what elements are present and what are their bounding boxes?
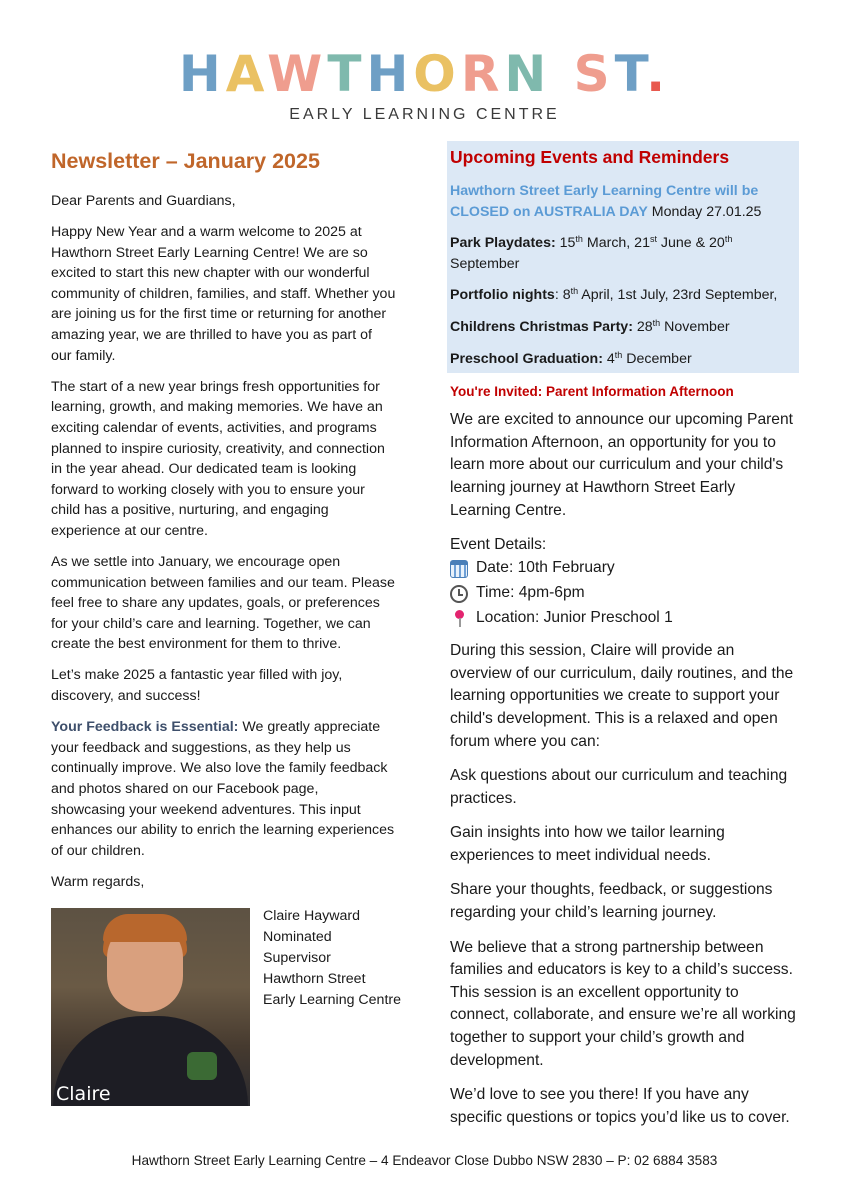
invite-title: You're Invited: Parent Information Afternoon [450, 384, 734, 400]
logo-letter: S [573, 45, 615, 103]
logo-letter: R [460, 45, 505, 103]
feedback-label: Your Feedback is Essential: [51, 719, 239, 736]
newsletter-column [51, 143, 402, 1106]
logo-subtitle: EARLY LEARNING CENTRE [289, 106, 560, 123]
photo-shirt-logo [187, 1052, 217, 1080]
signature-line: Supervisor [263, 950, 331, 966]
event-date: April, 1st July, 23rd September, [578, 287, 778, 304]
greeting: Dear Parents and Guardians, [51, 193, 236, 209]
logo-letter: H [366, 45, 414, 103]
logo-title [0, 44, 849, 104]
christmas-party [450, 317, 795, 338]
detail-time [450, 581, 799, 606]
preschool-graduation [450, 349, 795, 370]
portfolio-label: Portfolio nights [450, 287, 555, 304]
grad-label: Preschool Graduation: [450, 350, 603, 367]
park-playdates [450, 233, 795, 274]
logo-letter: W [267, 45, 328, 103]
closing: Warm regards, [51, 873, 145, 890]
calendar-icon [450, 560, 468, 578]
ordinal: th [570, 286, 579, 297]
forum-point: Ask questions about our curriculum and teaching practices. [450, 767, 788, 807]
forum-point: Gain insights into how we tailor learning experiences to meet individual needs. [450, 824, 725, 864]
portfolio-nights [450, 285, 795, 306]
park-label: Park Playdates: [450, 235, 556, 252]
closed-notice [450, 181, 795, 222]
signature-line: Hawthorn Street [263, 970, 366, 987]
closed-text: Hawthorn Street Early Learning Centre will be CLOSED on AUSTRALIA DAY [450, 183, 759, 220]
logo-letter: N [504, 45, 552, 103]
paragraph: The start of a new year brings fresh opportunities for learning, growth, and making memories. We have an exciting calendar of events, activities, and programs planned to inspire curiosity, creativity, and connection in the year ahead. Our dedicated team is looking forward to working closely with you to ensure your child has a positive, nurturing, and engaging experience at our centre. [51, 378, 385, 539]
event-date: September [450, 255, 520, 272]
signature-block [51, 906, 402, 1106]
event-date: March, 21 [582, 235, 650, 252]
detail-location [450, 606, 799, 631]
session-description: During this session, Claire will provide an overview of our curriculum, daily routines, and the learning opportunities we create to support your child's development. This is a relaxed and open forum where you can: [450, 642, 794, 750]
logo-letter: H [178, 45, 226, 103]
photo-caption: Claire [56, 1082, 111, 1105]
photo-hair-top [103, 914, 187, 942]
events-box [447, 141, 799, 373]
detail-location-text: Location: Junior Preschool 1 [476, 609, 673, 627]
paragraph: As we settle into January, we encourage open communication between families and our team. Please feel free to share any updates, goals, or preferences for your child’s care and learning. Together, we can create the best environment for them to thrive. [51, 554, 395, 653]
invite-closing: We’d love to see you there! If you have any specific questions or topics you’d like us to cover. [450, 1086, 790, 1126]
staff-photo [51, 908, 250, 1106]
feedback-text: We greatly appreciate your feedback and suggestions, as they help us continually improve. We also love the family feedback and photos shared on our Facebook page, showcasing your weekend adventures. This input enhances our ability to enrich the learning experiences of our children. [51, 719, 395, 859]
ordinal: th [575, 234, 583, 245]
signature-text [263, 906, 401, 1010]
details-heading: Event Details: [450, 536, 547, 554]
pin-icon [450, 610, 468, 628]
logo-letter: O [413, 45, 461, 103]
partnership-paragraph: We believe that a strong partnership between families and educators is key to a child’s success. This session is an excellent opportunity to connect, collaborate, and ensure we’re all working together to support your child’s growth and development. [450, 938, 796, 1069]
detail-date-text: Date: 10th February [476, 559, 615, 577]
event-details [450, 534, 799, 631]
event-date: December [622, 350, 692, 367]
logo-letter [551, 45, 573, 103]
ordinal: th [724, 234, 733, 245]
event-date: 4 [602, 350, 615, 367]
ordinal: st [649, 234, 657, 245]
ordinal: th [614, 349, 623, 360]
clock-icon [450, 585, 468, 603]
footer-address: Hawthorn Street Early Learning Centre – 4 Endeavor Close Dubbo NSW 2830 – P: 02 6884 3583 [131, 1153, 718, 1168]
invite-intro: We are excited to announce our upcoming Parent Information Afternoon, an opportunity for you to learn more about our curriculum and your child's learning journey at Hawthorn Street Early Learning Centre. [450, 411, 793, 519]
logo [0, 44, 849, 124]
xmas-label: Childrens Christmas Party: [450, 318, 633, 335]
detail-time-text: Time: 4pm-6pm [476, 584, 585, 602]
feedback-paragraph [51, 717, 396, 861]
event-date: November [660, 318, 730, 335]
event-date: 28 [632, 318, 653, 335]
logo-letter: . [646, 45, 671, 103]
closed-date: Monday 27.01.25 [647, 203, 762, 220]
detail-date [450, 556, 799, 581]
logo-letter: T [327, 45, 367, 103]
event-date: June & 20 [656, 235, 725, 252]
event-date: : 8 [554, 287, 571, 304]
newsletter-title: Newsletter – January 2025 [51, 149, 320, 173]
paragraph: Let’s make 2025 a fantastic year filled with joy, discovery, and success! [51, 667, 343, 705]
event-date: 15 [555, 235, 576, 252]
events-column [447, 141, 799, 1141]
signature-line: Nominated [263, 929, 332, 946]
signature-line: Claire Hayward [263, 908, 360, 925]
events-title: Upcoming Events and Reminders [450, 147, 730, 167]
forum-point: Share your thoughts, feedback, or suggestions regarding your child’s learning journey. [450, 881, 773, 922]
paragraph: Happy New Year and a warm welcome to 2025 at Hawthorn Street Early Learning Centre! We are so excited to start this new chapter with our wonderful community of children, families, and staff. Whether you are joining us for the first time or returning for another amazing year, we are thrilled to have you as part of our family. [51, 224, 396, 364]
ordinal: th [652, 317, 661, 328]
invite-body [447, 409, 799, 1129]
signature-line: Early Learning Centre [263, 991, 402, 1008]
logo-letter: T [614, 45, 647, 103]
logo-letter: A [225, 45, 268, 103]
